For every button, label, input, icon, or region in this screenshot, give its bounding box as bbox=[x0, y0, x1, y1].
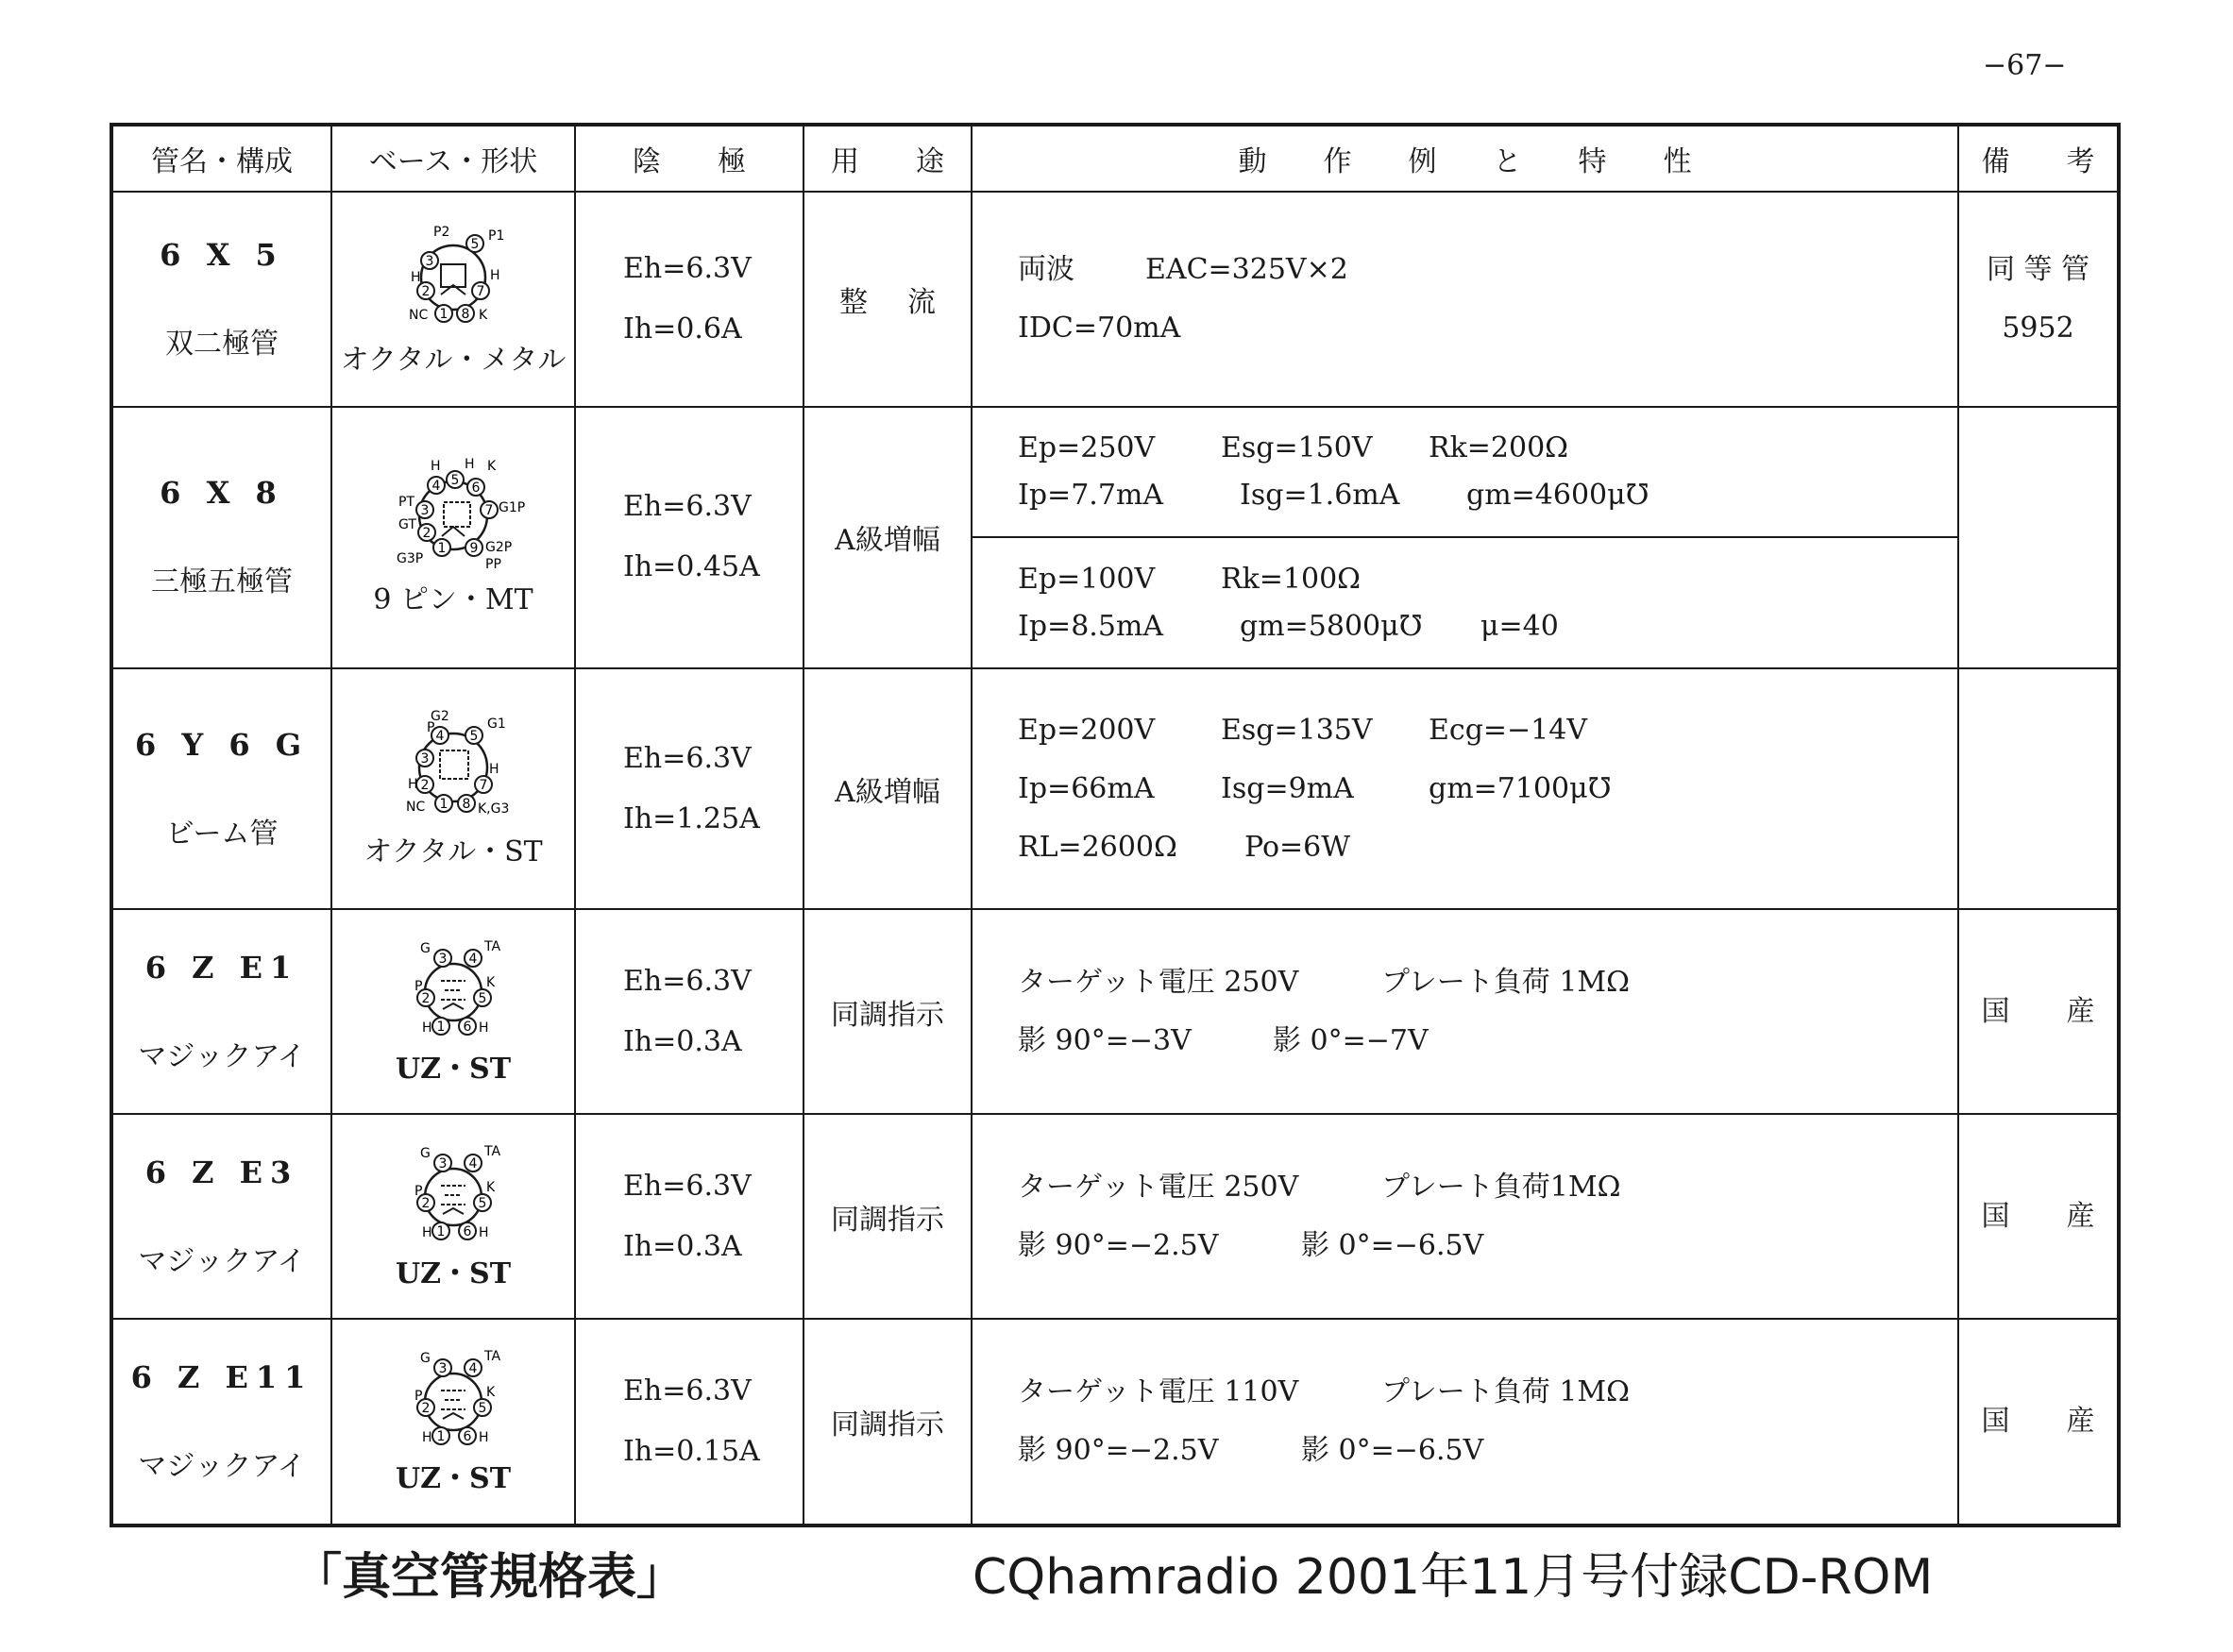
svg-text:1: 1 bbox=[439, 796, 448, 812]
note-text: 国 産 bbox=[1981, 1199, 2095, 1233]
heater-voltage: Eh=6.3V bbox=[623, 741, 752, 775]
op-value: プレート負荷 1MΩ bbox=[1381, 1375, 1631, 1409]
header-name-structure: 管名・構成 bbox=[111, 125, 331, 192]
header-row bbox=[111, 125, 2119, 192]
heater-current: Ih=0.3A bbox=[623, 1229, 742, 1263]
svg-text:4: 4 bbox=[435, 728, 445, 744]
pin-label: K bbox=[486, 1385, 496, 1401]
base-shape: 9 ピン・MT bbox=[373, 583, 533, 617]
header-base-shape: ベース・形状 bbox=[331, 125, 575, 192]
use-cell bbox=[804, 1319, 972, 1526]
use-cell bbox=[804, 909, 972, 1114]
mt9-base-diagram bbox=[387, 457, 526, 574]
pin-label: H bbox=[479, 1224, 489, 1240]
svg-text:2: 2 bbox=[421, 990, 431, 1006]
op-value: EAC=325V×2 bbox=[1145, 253, 1348, 287]
op-value: RL=2600Ω bbox=[1018, 830, 1177, 864]
tube-name-cell bbox=[111, 1114, 331, 1319]
tube-model: 6 X 5 bbox=[160, 237, 284, 274]
pin-label: TA bbox=[484, 1349, 501, 1365]
op-value: Ep=200V bbox=[1018, 713, 1156, 747]
pin-label: G bbox=[420, 1145, 431, 1161]
op-value: ターゲット電圧 250V bbox=[1018, 1170, 1299, 1204]
heater-voltage: Eh=6.3V bbox=[623, 1169, 752, 1203]
use-label: 同調指示 bbox=[831, 1203, 944, 1237]
svg-text:1: 1 bbox=[437, 541, 447, 557]
operating-cell bbox=[972, 407, 1958, 668]
uz-base-diagram bbox=[392, 1347, 515, 1453]
svg-text:4: 4 bbox=[431, 479, 441, 495]
use-cell bbox=[804, 668, 972, 909]
svg-text:4: 4 bbox=[468, 1155, 478, 1172]
cathode-cell bbox=[575, 1319, 804, 1526]
base-shape: UZ・ST bbox=[395, 1256, 512, 1290]
pin-label: P bbox=[414, 1183, 423, 1199]
heater-current: Ih=1.25A bbox=[623, 801, 760, 835]
operating-cell bbox=[972, 909, 1958, 1114]
op-value: Po=6W bbox=[1244, 830, 1351, 864]
op-value: 影 0°=−6.5V bbox=[1301, 1434, 1484, 1468]
use-label: 流 bbox=[907, 286, 936, 320]
use-cell bbox=[804, 192, 972, 407]
note-text: 同 等 管 bbox=[1986, 253, 2090, 287]
pin-label: TA bbox=[484, 938, 501, 954]
operating-cell bbox=[972, 1114, 1958, 1319]
base-cell bbox=[331, 668, 575, 909]
pin-label: P1 bbox=[488, 228, 505, 244]
uz-base-diagram bbox=[392, 937, 515, 1043]
pin-label: H bbox=[408, 776, 418, 792]
header-notes: 備 考 bbox=[1958, 125, 2119, 192]
base-cell bbox=[331, 1114, 575, 1319]
heater-current: Ih=0.6A bbox=[623, 312, 742, 346]
svg-text:6: 6 bbox=[471, 480, 481, 497]
svg-text:9: 9 bbox=[469, 541, 479, 557]
op-value: 影 90°=−2.5V bbox=[1018, 1434, 1219, 1468]
op-value: 影 90°=−2.5V bbox=[1018, 1228, 1219, 1262]
svg-text:2: 2 bbox=[420, 777, 430, 793]
op-value: Ep=250V bbox=[1018, 431, 1156, 465]
svg-text:5: 5 bbox=[478, 1195, 487, 1211]
svg-text:1: 1 bbox=[436, 1019, 446, 1035]
op-value: μ=40 bbox=[1480, 609, 1559, 643]
op-value: gm=4600μ℧ bbox=[1466, 479, 1649, 513]
op-value: Ip=8.5mA bbox=[1018, 609, 1164, 643]
tube-structure: マジックアイ bbox=[138, 1244, 306, 1278]
tube-name-cell bbox=[111, 1319, 331, 1526]
pin-label: P2 bbox=[433, 225, 450, 241]
tube-name-cell bbox=[111, 909, 331, 1114]
notes-cell bbox=[1958, 1114, 2119, 1319]
octal-base-diagram bbox=[387, 709, 519, 826]
pin-label: H bbox=[411, 270, 421, 286]
svg-text:7: 7 bbox=[479, 777, 488, 793]
pin-label: G bbox=[420, 1351, 431, 1367]
tube-structure: 三極五極管 bbox=[151, 565, 293, 599]
svg-text:3: 3 bbox=[438, 1155, 448, 1172]
op-value: プレート負荷 1MΩ bbox=[1381, 965, 1631, 999]
pin-label: GT bbox=[398, 517, 416, 533]
op-value: Esg=150V bbox=[1221, 431, 1373, 465]
svg-text:7: 7 bbox=[476, 284, 485, 300]
heater-current: Ih=0.15A bbox=[623, 1435, 760, 1469]
pin-label: G1 bbox=[487, 716, 506, 732]
cathode-cell bbox=[575, 407, 804, 668]
header-use: 用 途 bbox=[804, 125, 972, 192]
table-row bbox=[111, 1114, 2119, 1319]
header-operating-characteristics: 動 作 例 と 特 性 bbox=[972, 125, 1958, 192]
op-value: Ep=100V bbox=[1018, 562, 1156, 596]
svg-text:4: 4 bbox=[468, 1361, 478, 1377]
table-row bbox=[111, 1319, 2119, 1526]
pin-label: H bbox=[489, 761, 499, 777]
pin-label: K bbox=[486, 1179, 496, 1195]
pin-label: TA bbox=[484, 1143, 501, 1159]
svg-text:3: 3 bbox=[438, 1361, 448, 1377]
op-value: ターゲット電圧 250V bbox=[1018, 965, 1299, 999]
svg-text:4: 4 bbox=[468, 951, 478, 967]
op-value: 影 0°=−7V bbox=[1273, 1023, 1429, 1057]
table-row bbox=[111, 407, 2119, 668]
op-value: Rk=200Ω bbox=[1429, 431, 1569, 465]
pin-label: H bbox=[422, 1224, 432, 1240]
svg-text:5: 5 bbox=[478, 990, 487, 1006]
operating-cell bbox=[972, 1319, 1958, 1526]
pin-label: K bbox=[487, 459, 497, 475]
note-text: 国 産 bbox=[1981, 1405, 2095, 1439]
tube-name-cell bbox=[111, 668, 331, 909]
svg-text:3: 3 bbox=[425, 254, 434, 270]
pin-label: H bbox=[490, 268, 500, 284]
svg-text:6: 6 bbox=[463, 1223, 472, 1239]
pin-label: H bbox=[422, 1020, 432, 1036]
heater-current: Ih=0.45A bbox=[623, 550, 760, 584]
svg-text:2: 2 bbox=[421, 1401, 431, 1417]
base-cell bbox=[331, 1319, 575, 1526]
heater-current: Ih=0.3A bbox=[623, 1024, 742, 1058]
tube-model: 6 Y 6 G bbox=[134, 726, 310, 763]
uz-base-diagram bbox=[392, 1142, 515, 1248]
use-label: 同調指示 bbox=[831, 998, 944, 1032]
pin-label: G bbox=[420, 940, 431, 956]
base-cell bbox=[331, 192, 575, 407]
svg-text:1: 1 bbox=[439, 307, 448, 323]
op-value: Ecg=−14V bbox=[1429, 713, 1588, 747]
tube-model: 6 X 8 bbox=[160, 475, 284, 512]
op-value: 影 90°=−3V bbox=[1018, 1023, 1192, 1057]
svg-text:2: 2 bbox=[422, 526, 431, 542]
cathode-cell bbox=[575, 1114, 804, 1319]
pin-label: G2P bbox=[485, 540, 513, 556]
pin-label: G3P bbox=[397, 551, 424, 567]
tube-name-cell bbox=[111, 192, 331, 407]
op-value: gm=5800μ℧ bbox=[1240, 609, 1423, 643]
op-value: IDC=70mA bbox=[1018, 312, 1181, 346]
svg-text:1: 1 bbox=[436, 1223, 446, 1239]
op-value: gm=7100μ℧ bbox=[1429, 771, 1612, 805]
footer-source: CQhamradio 2001年11月号付録CD-ROM bbox=[973, 1549, 1934, 1606]
use-label: A級増幅 bbox=[835, 775, 940, 809]
svg-text:5: 5 bbox=[450, 473, 460, 489]
note-text: 5952 bbox=[2002, 312, 2074, 346]
pin-label: H bbox=[465, 457, 475, 473]
use-cell bbox=[804, 1114, 972, 1319]
pin-label: NC bbox=[406, 799, 426, 815]
pin-label: PT bbox=[398, 495, 414, 511]
operating-cell bbox=[972, 668, 1958, 909]
op-value: 両波 bbox=[1018, 253, 1074, 287]
svg-text:3: 3 bbox=[420, 750, 430, 767]
op-value: Ip=66mA bbox=[1018, 771, 1155, 805]
tube-structure: マジックアイ bbox=[138, 1039, 306, 1073]
tube-structure: ビーム管 bbox=[165, 817, 279, 851]
op-value: Isg=9mA bbox=[1221, 771, 1354, 805]
svg-text:1: 1 bbox=[436, 1429, 446, 1445]
base-shape: UZ・ST bbox=[395, 1052, 512, 1086]
pin-label: P bbox=[427, 719, 435, 735]
pin-label: P bbox=[414, 978, 423, 994]
tube-model: 6 Z E3 bbox=[144, 1154, 299, 1190]
operating-cell bbox=[972, 192, 1958, 407]
heater-voltage: Eh=6.3V bbox=[623, 964, 752, 998]
pin-label: PP bbox=[485, 557, 501, 573]
use-label: 整 bbox=[839, 286, 868, 320]
op-value: Rk=100Ω bbox=[1221, 562, 1362, 596]
pin-label: K bbox=[479, 308, 488, 324]
tube-spec-table bbox=[110, 123, 2121, 1527]
op-value: 影 0°=−6.5V bbox=[1301, 1228, 1484, 1262]
cathode-cell bbox=[575, 668, 804, 909]
base-shape: オクタル・ST bbox=[364, 834, 543, 868]
pin-label: H bbox=[422, 1430, 432, 1446]
op-value: プレート負荷1MΩ bbox=[1381, 1170, 1621, 1204]
table-row bbox=[111, 192, 2119, 407]
notes-cell bbox=[1958, 192, 2119, 407]
pin-label: H bbox=[479, 1430, 489, 1446]
header-cathode: 陰 極 bbox=[575, 125, 804, 192]
tube-model: 6 Z E11 bbox=[130, 1359, 313, 1396]
tube-structure: 双二極管 bbox=[165, 328, 279, 362]
notes-cell bbox=[1958, 668, 2119, 909]
notes-cell bbox=[1958, 909, 2119, 1114]
op-value: Ip=7.7mA bbox=[1018, 479, 1164, 513]
op-value: Isg=1.6mA bbox=[1240, 479, 1400, 513]
footer-title: 「真空管規格表」 bbox=[293, 1549, 686, 1606]
op-value: ターゲット電圧 110V bbox=[1018, 1375, 1299, 1409]
table-row bbox=[111, 668, 2119, 909]
svg-text:6: 6 bbox=[463, 1429, 472, 1445]
svg-text:5: 5 bbox=[470, 237, 480, 253]
base-shape: UZ・ST bbox=[395, 1462, 512, 1496]
svg-text:2: 2 bbox=[421, 284, 431, 300]
heater-voltage: Eh=6.3V bbox=[623, 252, 752, 286]
octal-base-diagram bbox=[392, 221, 515, 334]
base-shape: オクタル・メタル bbox=[340, 344, 567, 378]
svg-text:5: 5 bbox=[478, 1401, 487, 1417]
pin-label: NC bbox=[409, 308, 429, 324]
pin-label: P bbox=[414, 1389, 423, 1405]
op-value: Esg=135V bbox=[1221, 713, 1373, 747]
heater-voltage: Eh=6.3V bbox=[623, 490, 752, 524]
tube-name-cell bbox=[111, 407, 331, 668]
tube-model: 6 Z E1 bbox=[144, 949, 299, 986]
table-row bbox=[111, 909, 2119, 1114]
pin-label: K bbox=[486, 974, 496, 990]
notes-cell bbox=[1958, 1319, 2119, 1526]
base-cell bbox=[331, 407, 575, 668]
heater-voltage: Eh=6.3V bbox=[623, 1374, 752, 1408]
tube-structure: マジックアイ bbox=[138, 1450, 306, 1484]
pin-label: G1P bbox=[499, 500, 526, 516]
pin-label: H bbox=[431, 459, 441, 475]
cathode-cell bbox=[575, 909, 804, 1114]
svg-text:2: 2 bbox=[421, 1195, 431, 1211]
svg-text:8: 8 bbox=[461, 307, 470, 323]
notes-cell bbox=[1958, 407, 2119, 668]
svg-text:5: 5 bbox=[469, 728, 479, 744]
svg-text:7: 7 bbox=[484, 503, 494, 519]
cathode-cell bbox=[575, 192, 804, 407]
use-label: A級増幅 bbox=[835, 524, 940, 558]
svg-text:8: 8 bbox=[462, 796, 471, 812]
base-cell bbox=[331, 909, 575, 1114]
note-text: 国 産 bbox=[1981, 994, 2095, 1028]
use-label: 同調指示 bbox=[831, 1408, 944, 1442]
pin-label: K,G3 bbox=[478, 801, 510, 817]
use-cell bbox=[804, 407, 972, 668]
svg-text:3: 3 bbox=[438, 951, 448, 967]
pin-label: H bbox=[479, 1020, 489, 1036]
svg-text:3: 3 bbox=[420, 503, 430, 519]
svg-text:6: 6 bbox=[463, 1019, 472, 1035]
page-number: −67− bbox=[1983, 49, 2067, 82]
pin-label: G2 bbox=[431, 708, 449, 724]
